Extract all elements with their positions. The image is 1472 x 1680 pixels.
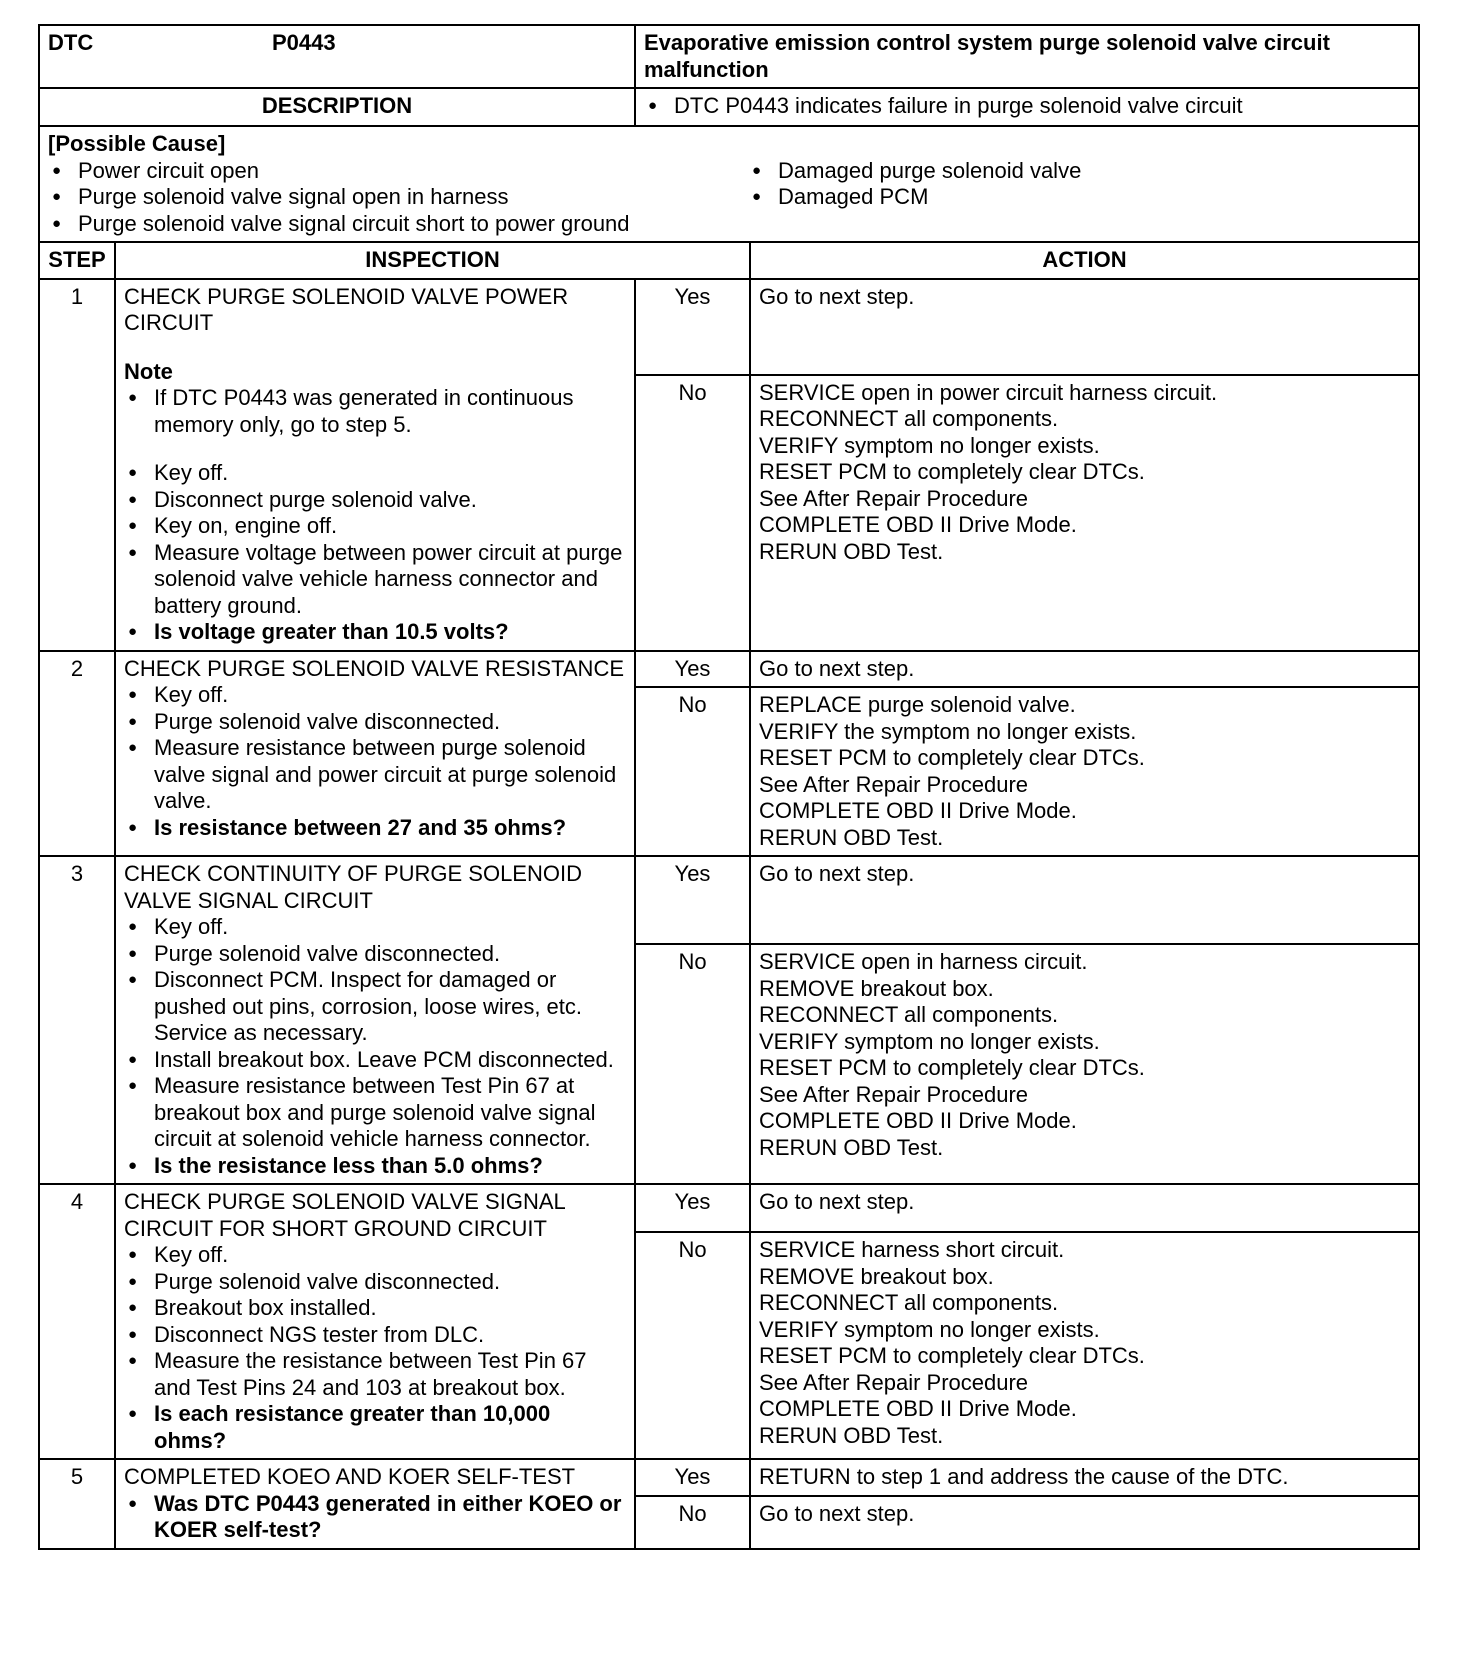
- inspection-step: ● Measure resistance between Test Pin 67 at breakout box and purge solenoid valve signal circuit at solenoid vehicle harness connector.: [124, 1073, 626, 1153]
- action-line: RESET PCM to completely clear DTCs.: [759, 745, 1145, 770]
- action-line: RERUN OBD Test.: [759, 538, 944, 564]
- action-line: RESET PCM to completely clear DTCs.: [759, 459, 1145, 484]
- dtc-label: DTC: [48, 30, 94, 55]
- yes-action: [750, 279, 1419, 375]
- inspection-step: ● Key on, engine off.: [124, 513, 626, 540]
- no-action: [750, 944, 1419, 1184]
- action-line: VERIFY symptom no longer exists.: [759, 1316, 1100, 1342]
- yes-action: [750, 1459, 1419, 1496]
- action-line: VERIFY the symptom no longer exists.: [759, 718, 1137, 744]
- column-step-header: STEP: [39, 242, 115, 279]
- step-row: [39, 1184, 1419, 1232]
- step-inspection: [115, 1459, 635, 1549]
- action-line: See After Repair Procedure: [759, 1369, 1029, 1395]
- action-line: SERVICE open in harness circuit.: [759, 949, 1088, 974]
- action-line: VERIFY symptom no longer exists.: [759, 1028, 1100, 1054]
- step-row: [39, 279, 1419, 375]
- cause-item: ● Power circuit open: [48, 158, 748, 185]
- action-line: COMPLETE OBD II Drive Mode.: [759, 1396, 1077, 1421]
- action-line: RECONNECT all components.: [759, 1290, 1059, 1315]
- step-inspection: [115, 651, 635, 857]
- step-title: CHECK CONTINUITY OF PURGE SOLENOID VALVE SIGNAL CIRCUIT: [124, 861, 582, 913]
- description-label: DESCRIPTION: [39, 88, 635, 126]
- dtc-title: Evaporative emission control system purge solenoid valve circuit malfunction: [635, 25, 1419, 88]
- step-title: CHECK PURGE SOLENOID VALVE POWER CIRCUIT: [124, 283, 569, 335]
- step-row: [39, 651, 1419, 688]
- step-number: 3: [39, 856, 115, 1184]
- action-line: VERIFY symptom no longer exists.: [759, 432, 1100, 458]
- action-line: RECONNECT all components.: [759, 406, 1059, 431]
- action-line: Go to next step.: [759, 1500, 915, 1526]
- step-title: CHECK PURGE SOLENOID VALVE RESISTANCE: [124, 655, 625, 681]
- action-line: SERVICE open in power circuit harness circuit.: [759, 379, 1218, 405]
- inspection-question: ● Is the resistance less than 5.0 ohms?: [124, 1153, 626, 1180]
- inspection-question: ● Is resistance between 27 and 35 ohms?: [124, 815, 626, 842]
- no-action: [750, 1496, 1419, 1549]
- yes-label: Yes: [635, 279, 750, 375]
- description-cell: [635, 88, 1419, 126]
- action-line: See After Repair Procedure: [759, 485, 1029, 511]
- action-line: COMPLETE OBD II Drive Mode.: [759, 1108, 1077, 1133]
- causes-right-list: [748, 158, 1081, 238]
- inspection-question: ● Was DTC P0443 generated in either KOEO or KOER self-test?: [124, 1491, 626, 1544]
- inspection-step: ● Measure voltage between power circuit at purge solenoid valve vehicle harness connector and battery ground.: [124, 540, 626, 620]
- yes-label: Yes: [635, 856, 750, 944]
- action-line: RESET PCM to completely clear DTCs.: [759, 1055, 1145, 1080]
- action-line: See After Repair Procedure: [759, 1081, 1029, 1107]
- inspection-step: ● Breakout box installed.: [124, 1295, 626, 1322]
- dtc-code: P0443: [272, 30, 336, 55]
- description-text: ● DTC P0443 indicates failure in purge solenoid valve circuit: [644, 93, 1410, 120]
- no-action: [750, 687, 1419, 856]
- column-inspection-header: INSPECTION: [115, 242, 750, 279]
- inspection-question: ● Is each resistance greater than 10,000 ohms?: [124, 1401, 626, 1454]
- cause-item: ● Purge solenoid valve signal circuit short to power ground: [48, 211, 748, 238]
- step-number: 1: [39, 279, 115, 651]
- action-line: REMOVE breakout box.: [759, 1263, 994, 1289]
- inspection-step: ● Purge solenoid valve disconnected.: [124, 709, 626, 736]
- cause-item: ● Damaged PCM: [748, 184, 1081, 211]
- no-label: No: [635, 1496, 750, 1549]
- action-line: See After Repair Procedure: [759, 771, 1029, 797]
- step-row: [39, 1459, 1419, 1496]
- causes-left-list: [48, 158, 748, 238]
- action-line: Go to next step.: [759, 861, 915, 886]
- action-line: Go to next step.: [759, 655, 915, 681]
- step-number: 4: [39, 1184, 115, 1459]
- action-line: REPLACE purge solenoid valve.: [759, 692, 1076, 717]
- yes-action: [750, 856, 1419, 944]
- step-title: COMPLETED KOEO AND KOER SELF-TEST: [124, 1464, 576, 1489]
- inspection-step: ● Key off.: [124, 682, 626, 709]
- action-line: Go to next step.: [759, 283, 915, 309]
- no-label: No: [635, 375, 750, 651]
- inspection-question: ● Is voltage greater than 10.5 volts?: [124, 619, 626, 646]
- action-line: RERUN OBD Test.: [759, 1422, 944, 1448]
- action-line: REMOVE breakout box.: [759, 975, 994, 1001]
- step-inspection: [115, 856, 635, 1184]
- yes-label: Yes: [635, 651, 750, 688]
- inspection-step: ● Disconnect PCM. Inspect for damaged or pushed out pins, corrosion, loose wires, etc. Service as necessary.: [124, 967, 626, 1047]
- column-action-header: ACTION: [750, 242, 1419, 279]
- inspection-step: ● Key off.: [124, 914, 626, 941]
- step-number: 2: [39, 651, 115, 857]
- inspection-step: ● Key off.: [124, 460, 626, 487]
- inspection-step: ● Purge solenoid valve disconnected.: [124, 1269, 626, 1296]
- step-title: CHECK PURGE SOLENOID VALVE SIGNAL CIRCUIT FOR SHORT GROUND CIRCUIT: [124, 1189, 565, 1241]
- no-action: [750, 375, 1419, 651]
- yes-action: [750, 651, 1419, 688]
- action-line: RERUN OBD Test.: [759, 824, 944, 850]
- step-row: [39, 856, 1419, 944]
- yes-label: Yes: [635, 1459, 750, 1496]
- possible-cause-section: [39, 126, 1419, 242]
- dtc-code-cell: [39, 25, 635, 88]
- action-line: SERVICE harness short circuit.: [759, 1237, 1065, 1262]
- no-label: No: [635, 1232, 750, 1459]
- step-inspection: [115, 279, 635, 651]
- cause-item: ● Purge solenoid valve signal open in harness: [48, 184, 748, 211]
- inspection-step: ● Key off.: [124, 1242, 626, 1269]
- action-line: RERUN OBD Test.: [759, 1134, 944, 1160]
- note-label: Note: [124, 358, 173, 384]
- action-line: COMPLETE OBD II Drive Mode.: [759, 512, 1077, 537]
- action-line: RESET PCM to completely clear DTCs.: [759, 1343, 1145, 1368]
- no-label: No: [635, 687, 750, 856]
- cause-item: ● Damaged purge solenoid valve: [748, 158, 1081, 185]
- diagnostic-document: [38, 24, 1420, 1550]
- inspection-step: ● Measure resistance between purge solenoid valve signal and power circuit at purge solenoid valve.: [124, 735, 626, 815]
- step-inspection: [115, 1184, 635, 1459]
- action-line: Go to next step.: [759, 1189, 915, 1214]
- no-action: [750, 1232, 1419, 1459]
- yes-label: Yes: [635, 1184, 750, 1232]
- action-line: RETURN to step 1 and address the cause of the DTC.: [759, 1464, 1289, 1489]
- dtc-table: [38, 24, 1420, 1550]
- yes-action: [750, 1184, 1419, 1232]
- note-text: ● If DTC P0443 was generated in continuous memory only, go to step 5.: [124, 385, 626, 438]
- inspection-step: ● Install breakout box. Leave PCM disconnected.: [124, 1047, 626, 1074]
- action-line: RECONNECT all components.: [759, 1002, 1059, 1027]
- possible-cause-heading: [Possible Cause]: [48, 131, 226, 156]
- inspection-step: ● Disconnect NGS tester from DLC.: [124, 1322, 626, 1349]
- inspection-step: ● Measure the resistance between Test Pin 67 and Test Pins 24 and 103 at breakout box.: [124, 1348, 626, 1401]
- no-label: No: [635, 944, 750, 1184]
- action-line: COMPLETE OBD II Drive Mode.: [759, 798, 1077, 823]
- inspection-step: ● Purge solenoid valve disconnected.: [124, 941, 626, 968]
- inspection-step: ● Disconnect purge solenoid valve.: [124, 487, 626, 514]
- step-number: 5: [39, 1459, 115, 1549]
